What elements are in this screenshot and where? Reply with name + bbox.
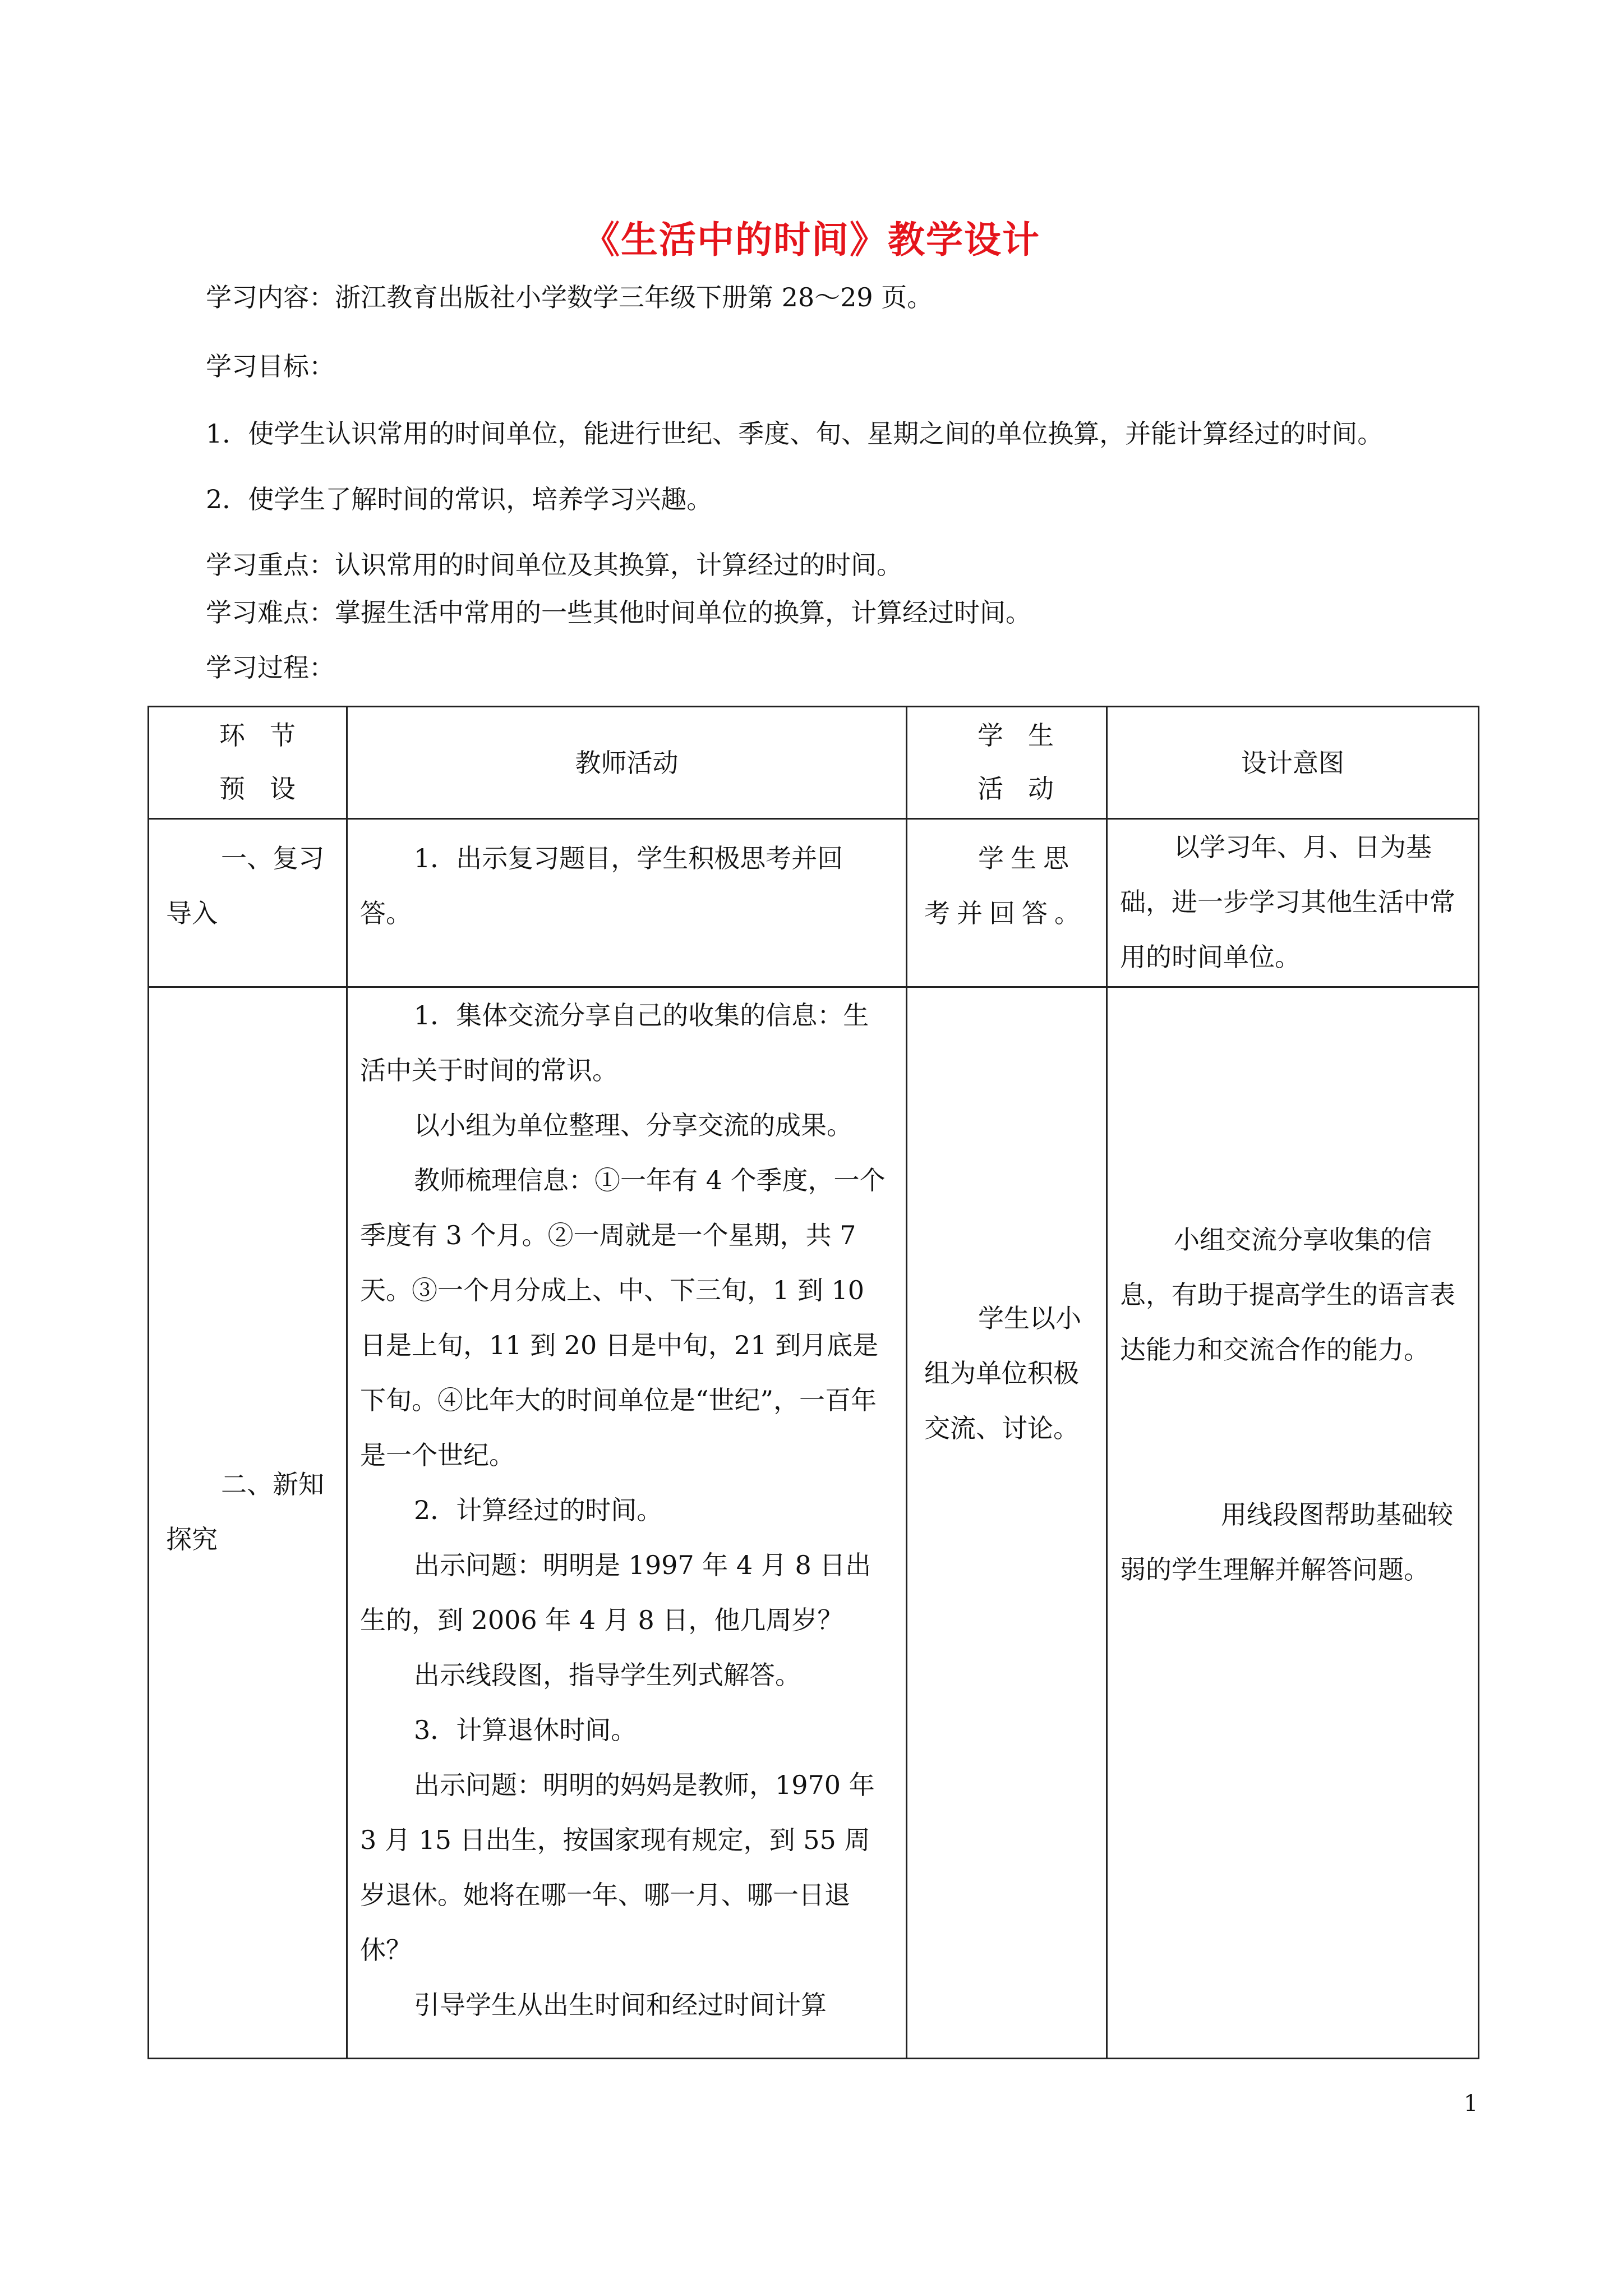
teacher-step-1-summary: 教师梳理信息：①一年有 4 个季度，一个季度有 3 个月。②一周就是一个星期，共 7 天。③一个月分成上、中、下三旬，1 到 10 日是上旬，11 到 20 日是中旬，21 到月底是下旬。④比年大的时间单位是“世纪”，一百年是一个世纪。 <box>360 1165 886 1470</box>
header-student: 学生活动 <box>907 707 1107 819</box>
learning-content: 学习内容：浙江教育出版社小学数学三年级下册第 28～29 页。 <box>206 282 933 312</box>
process-heading: 学习过程： <box>206 652 335 683</box>
difficulty: 学习难点：掌握生活中常用的一些其他时间单位的换算，计算经过时间。 <box>206 597 1031 628</box>
goal-item-1: 1．使学生认识常用的时间单位，能进行世纪、季度、旬、星期之间的单位换算，并能计算经过的时间。 <box>206 418 1384 449</box>
teacher-step-1: 1．集体交流分享自己的收集的信息：生活中关于时间的常识。 <box>360 1000 869 1085</box>
header-stage: 环节预设 <box>149 707 347 819</box>
goal-item-2: 2．使学生了解时间的常识，培养学习兴趣。 <box>206 484 713 514</box>
teacher-step-3-guide: 引导学生从出生时间和经过时间计算 <box>414 1990 827 2020</box>
teacher-step-2-question: 出示问题：明明是 1997 年 4 月 8 日出生的，到 2006 年 4 月 8 日，他几周岁？ <box>360 1550 872 1635</box>
page-title: 《生活中的时间》教学设计 <box>583 218 1040 261</box>
page-number: 1 <box>1464 2091 1478 2116</box>
header-teacher: 教师活动 <box>347 707 907 819</box>
goals-heading: 学习目标： <box>206 351 335 381</box>
stage-review: 一、复习导入 <box>149 819 347 987</box>
teacher-step-2-guide: 出示线段图，指导学生列式解答。 <box>414 1660 801 1690</box>
intent-explore <box>1107 987 1479 2059</box>
intent-explore-2: 用线段图帮助基础较弱的学生理解并解答问题。 <box>1120 1499 1453 1585</box>
intent-review: 以学习年、月、日为基础，进一步学习其他生活中常用的时间单位。 <box>1107 819 1479 987</box>
intent-explore-1: 小组交流分享收集的信息，有助于提高学生的语言表达能力和交流合作的能力。 <box>1120 1225 1455 1365</box>
student-activity-explore: 学生以小组为单位积极交流、讨论。 <box>907 987 1107 2059</box>
student-activity-review: 学生思考并回答。 <box>907 819 1107 987</box>
table-header-row <box>149 707 1479 819</box>
teacher-step-1-group: 以小组为单位整理、分享交流的成果。 <box>414 1110 852 1140</box>
lesson-process-table <box>147 706 1479 2059</box>
stage-explore: 二、新知探究 <box>149 987 347 2059</box>
teacher-activity-explore <box>347 987 907 2059</box>
teacher-step-3: 3．计算退休时间。 <box>414 1715 637 1745</box>
teacher-activity-review: 1．出示复习题目，学生积极思考并回答。 <box>347 819 907 987</box>
teacher-step-2: 2．计算经过的时间。 <box>414 1495 663 1525</box>
teacher-step-3-question: 出示问题：明明的妈妈是教师，1970 年 3 月 15 日出生，按国家现有规定，到 55 周岁退休。她将在哪一年、哪一月、哪一日退休？ <box>360 1770 875 1965</box>
header-intent: 设计意图 <box>1107 707 1479 819</box>
table-row <box>149 987 1479 2059</box>
table-row <box>149 819 1479 987</box>
key-point: 学习重点：认识常用的时间单位及其换算，计算经过的时间。 <box>206 550 902 580</box>
